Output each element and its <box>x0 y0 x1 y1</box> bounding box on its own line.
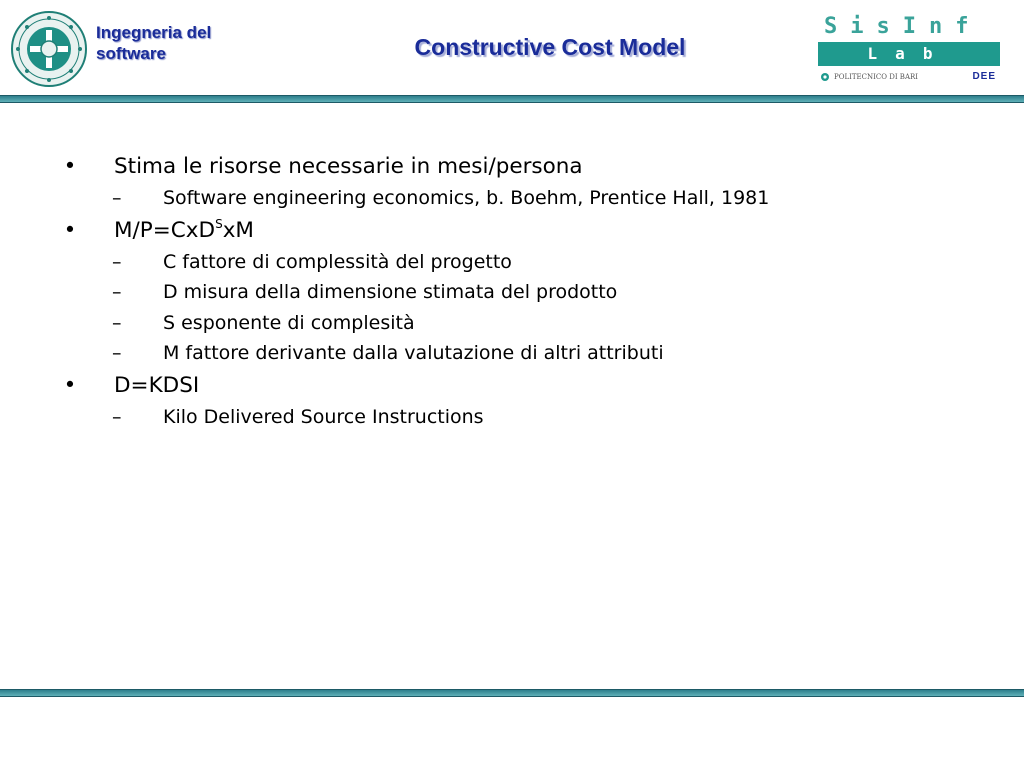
sub-bullet-item <box>60 338 960 369</box>
course-title-line2: software <box>96 44 166 63</box>
formula-text-after: xM <box>222 217 254 243</box>
sub-bullet-text: S esponente di complesità <box>163 311 415 334</box>
footer-divider <box>0 689 1024 697</box>
lab-logo-institution: POLITECNICO DI BARI <box>834 73 919 81</box>
sub-bullet-text: C fattore di complessità del progetto <box>163 250 512 273</box>
sisinf-lab-logo <box>818 14 1000 84</box>
sub-bullet-text: Software engineering economics, b. Boehm, Prentice Hall, 1981 <box>163 187 770 209</box>
course-title-line1: Ingegneria del <box>96 23 212 42</box>
bullet-item <box>60 150 960 183</box>
sub-bullet-marker: – <box>112 311 122 334</box>
bullet-text: D=KDSI <box>114 372 200 398</box>
lab-logo-footer <box>818 70 1000 84</box>
bullet-item <box>60 369 960 402</box>
bullet-marker: • <box>63 372 77 398</box>
bullet-marker: • <box>63 217 77 243</box>
sub-bullet-marker: – <box>112 405 122 428</box>
sub-bullet-item <box>60 402 960 433</box>
formula-text-before: M/P=CxD <box>114 217 216 243</box>
sub-bullet-marker: – <box>112 342 122 364</box>
university-seal-logo <box>10 10 88 88</box>
sub-bullet-text: M fattore derivante dalla valutazione di altri attributi <box>163 342 664 364</box>
bullet-text: Stima le risorse necessarie in mesi/persona <box>114 154 583 179</box>
sub-bullet-item <box>60 247 960 278</box>
sub-bullet-text: Kilo Delivered Source Instructions <box>163 405 484 428</box>
header-divider <box>0 95 1024 103</box>
sub-bullet-marker: – <box>112 187 122 209</box>
sub-bullet-item <box>60 183 960 214</box>
bullet-marker: • <box>63 154 77 179</box>
formula-exponent: S <box>215 216 223 231</box>
sub-bullet-text: D misura della dimensione stimata del prodotto <box>163 281 618 303</box>
sub-bullet-marker: – <box>112 281 122 303</box>
lab-logo-name: SisInf <box>824 14 982 39</box>
slide-content <box>60 150 960 432</box>
course-title <box>96 22 246 64</box>
slide-title: Constructive Cost Model <box>414 34 686 60</box>
sub-bullet-item <box>60 308 960 339</box>
gear-icon <box>820 72 830 82</box>
bullet-item-formula <box>60 214 960 247</box>
lab-logo-department: DEE <box>972 71 996 82</box>
sub-bullet-item <box>60 277 960 308</box>
lab-logo-lab: Lab <box>818 42 1000 66</box>
sub-bullet-marker: – <box>112 250 122 273</box>
